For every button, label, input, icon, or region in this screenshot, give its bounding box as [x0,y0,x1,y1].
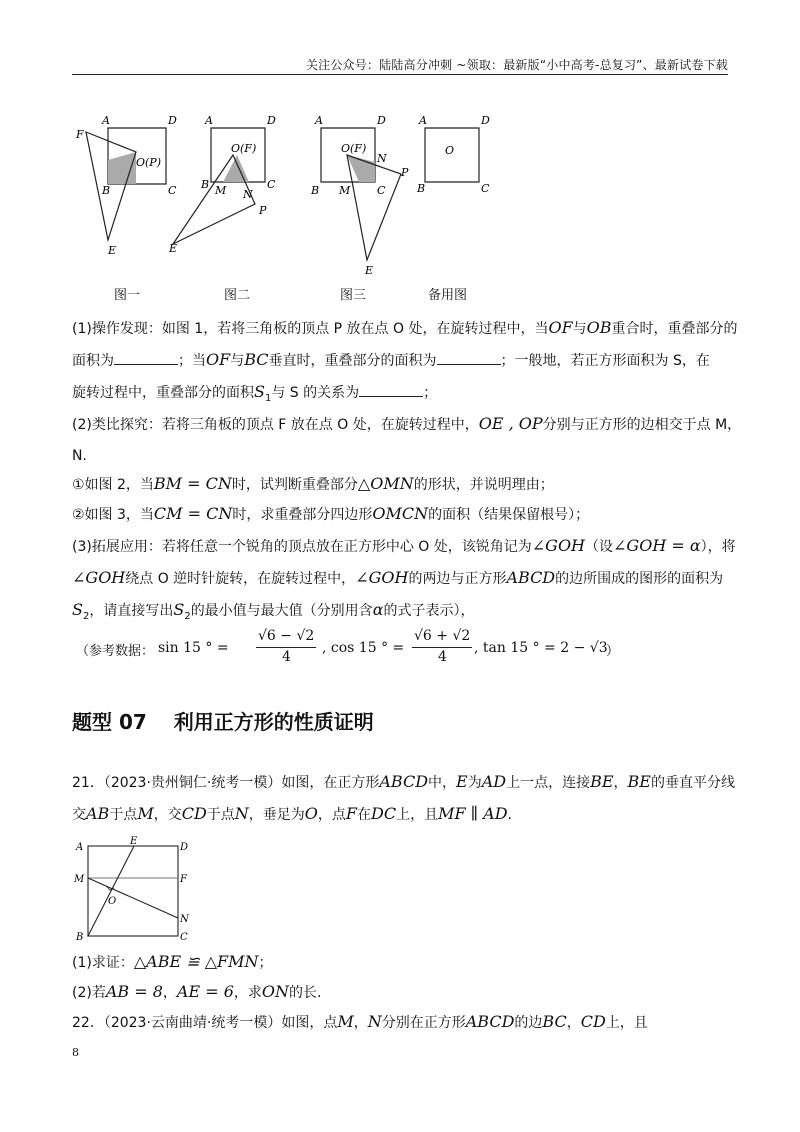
label-C: C [377,184,386,197]
caption-fig2: 图二 [224,288,251,303]
page-number: 8 [72,1046,79,1059]
answer-blank-3 [359,382,423,397]
label-D: D [168,114,177,127]
label-A: A [315,114,323,127]
q21-figure [70,836,190,946]
q20-line-6: ①如图 2，当BM = CN时，试判断重叠部分△OMN的形状，并说明理由； [72,474,554,493]
label-F: F [76,128,84,141]
q21-part-1: (1)求证：△ABE ≌ △FMN； [72,952,273,971]
svg-text:F: F [180,874,187,885]
label-M: M [339,184,351,197]
svg-text:D: D [180,842,189,853]
label-N: N [243,188,253,201]
q20-line-10: $S_2$，请直接写出$S_2$的最小值与最大值（分别用含α的式子表示）， [72,600,475,622]
q20-line-4: (2)类比探究：若将三角板的顶点 F 放在点 O 处，在旋转过程中，OE , OP分别与正方形的边相交于点 M， [72,414,742,433]
label-D: D [267,114,276,127]
label-A: A [102,114,110,127]
label-A: A [205,114,213,127]
caption-fig1: 图一 [114,288,141,303]
q20-line-8: (3)拓展应用：若将任意一个锐角的顶点放在正方形中心 O 处，该锐角记为∠GOH（设∠GOH = α），将 [72,536,736,555]
label-C: C [481,182,490,195]
svg-text:N: N [180,914,189,925]
figure-2 [169,108,305,258]
label-M: M [215,184,227,197]
figure-backup [415,108,505,208]
svg-text:M: M [74,874,85,885]
q21-part-2: (2)若AB = 8，AE = 6，求ON的长. [72,982,322,1001]
caption-fig3: 图三 [340,288,367,303]
q20-line-5: N. [72,448,87,464]
label-O: O [445,144,455,157]
label-OF: O(F) [341,142,367,155]
label-D: D [377,114,386,127]
svg-text:O: O [108,896,117,907]
label-A: A [419,114,427,127]
q20-line-2: 面积为 ；当OF与BC垂直时，重叠部分的面积为 ；一般地，若正方形面积为 S，在 [72,350,710,369]
label-C: C [267,178,276,191]
figure-3 [305,108,425,283]
label-E: E [108,244,117,257]
answer-blank-2 [437,350,501,365]
q20-line-3: 旋转过程中，重叠部分的面积$S_1$与 S 的关系为 ； [72,382,438,404]
label-B: B [102,184,111,197]
label-P: P [259,204,267,217]
q21-line-2: 交AB于点M，交CD于点N，垂足为O，点F在DC上，且MF ∥ AD. [72,804,512,823]
q22-line-1: 22．（2023·云南曲靖·统考一模）如图，点M，N分别在正方形ABCD的边BC，CD上，且 [72,1012,648,1031]
label-C: C [168,184,177,197]
svg-text:B: B [76,932,84,943]
label-B: B [417,182,426,195]
page-header: 关注公众号：陆陆高分冲刺 ~领取：最新版“小中高考-总复习”、最新试卷下载 [305,58,728,72]
label-E: E [169,242,178,255]
label-B: B [311,184,320,197]
q20-line-1: (1)操作发现：如图 1，若将三角板的顶点 P 放在点 O 处，在旋转过程中，当OF与OB重合时，重叠部分的 [72,318,738,337]
label-E: E [365,264,374,277]
label-B: B [201,178,210,191]
label-D: D [481,114,490,127]
svg-text:A: A [76,842,84,853]
svg-text:C: C [180,932,188,943]
label-N: N [377,152,387,165]
header-rule [72,74,728,75]
q20-line-7: ②如图 3，当CM = CN时，求重叠部分四边形OMCN的面积（结果保留根号）； [72,504,590,523]
q20-line-9: ∠GOH绕点 O 逆时针旋转，在旋转过程中，∠GOH的两边与正方形ABCD的边所围成的图形的面积为 [72,568,724,587]
figure-1 [70,108,180,258]
label-OF: O(F) [231,142,257,155]
svg-text:E: E [130,836,138,847]
label-OP: O(P) [136,156,162,169]
answer-blank-1 [114,350,178,365]
q21-line-1: 21．（2023·贵州铜仁·统考一模）如图，在正方形ABCD中，E为AD上一点，连接BE，BE的垂直平分线 [72,772,735,791]
caption-backup: 备用图 [428,288,468,303]
section-title: 题型 07 利用正方形的性质证明 [72,710,374,734]
label-P: P [401,166,409,179]
